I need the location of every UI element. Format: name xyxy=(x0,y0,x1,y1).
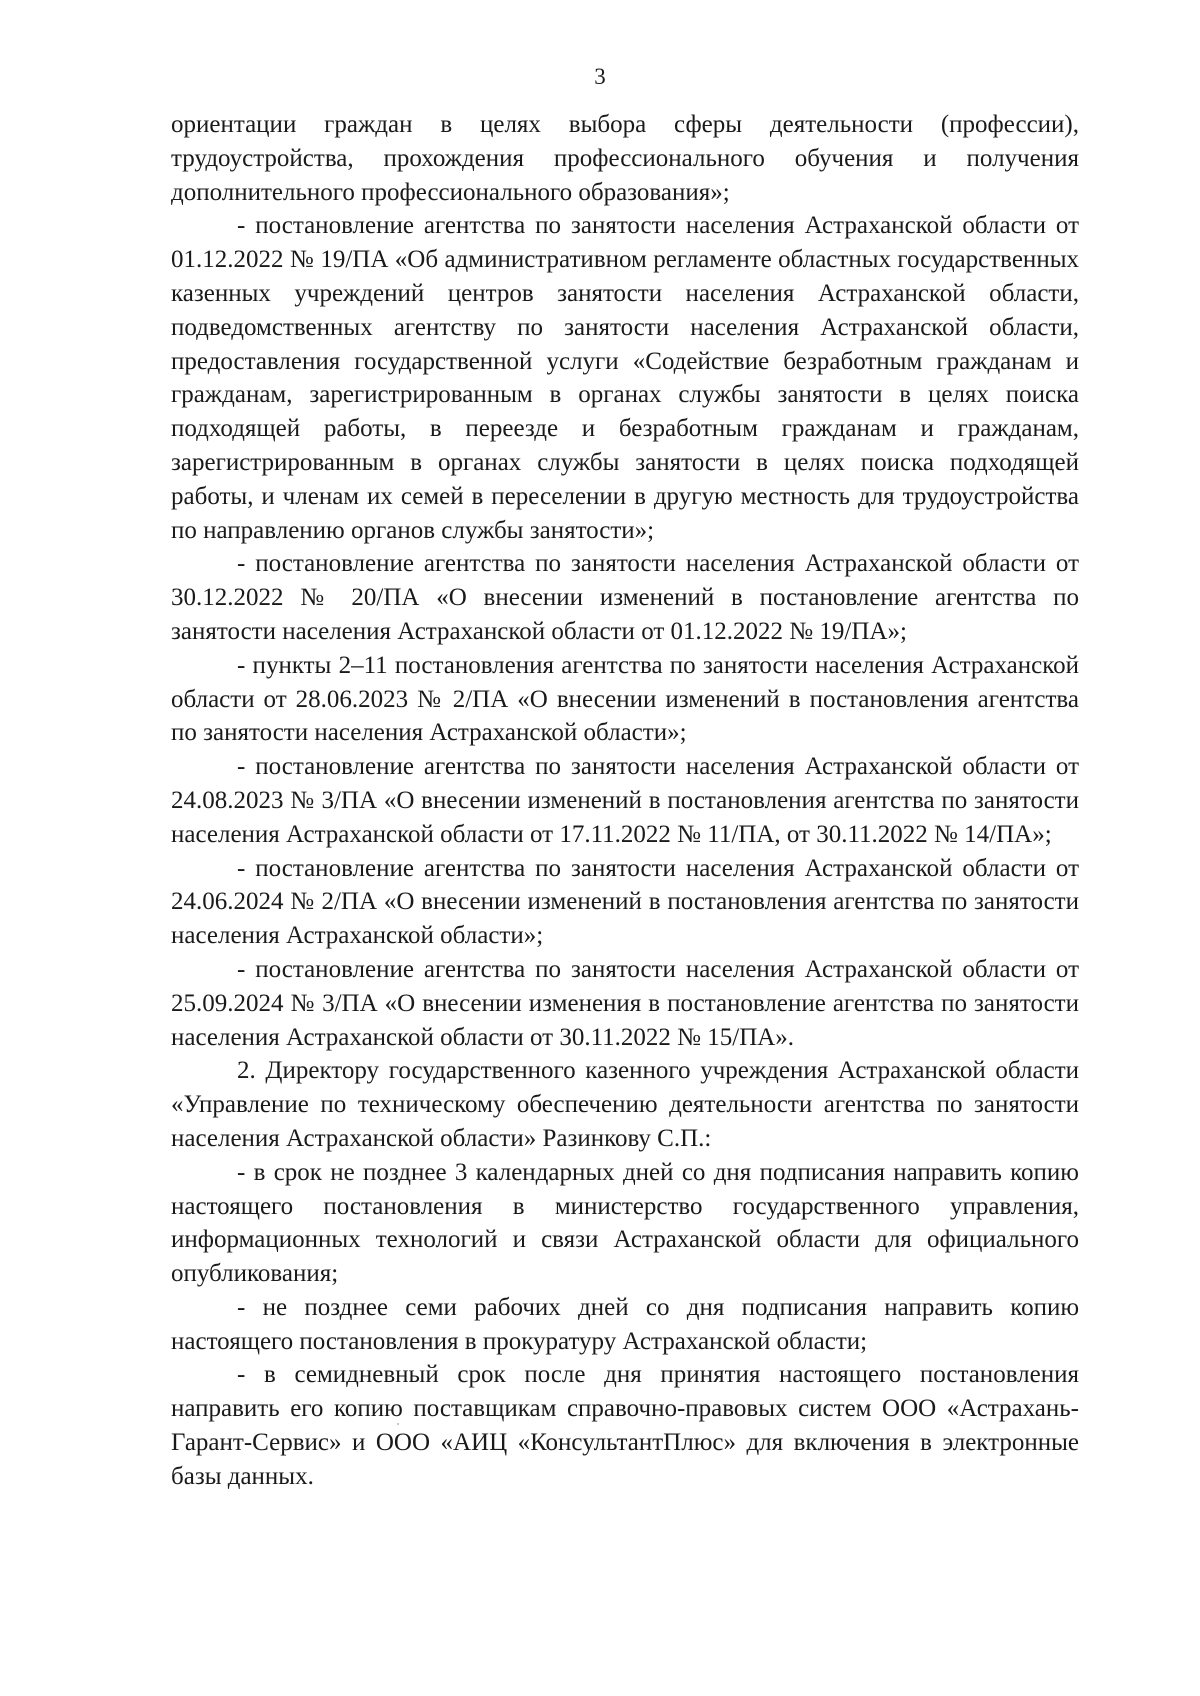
paragraph-item: - в семидневный срок после дня принятия настоящего постановления направить его копию поставщикам справочно-правовых систем ООО «Астрахань-Гарант-Сервис» и ООО «АИЦ «КонсультантПлюс» для включения в электронные базы данных. xyxy=(171,1361,1079,1490)
scan-speck xyxy=(397,1423,399,1425)
paragraph-item: - постановление агентства по занятости населения Астраханской области от 01.12.2022 № 19/ПА «Об административном регламенте областных государственных казенных учреждений центров занятости населения Астраханской области, подведомственных агентству по занятости населения Астраханской области, предоставления государственной услуги «Содействие безработным гражданам и гражданам, зарегистрированным в органах службы занятости в целях поиска подходящей работы, в переезде и безработным гражданам и гражданам, зарегистрированным в органах службы занятости в целях поиска подходящей работы, и членам их семей в переселении в другую местность для трудоустройства по направлению органов службы занятости»; xyxy=(171,212,1079,544)
document-body xyxy=(171,108,1079,1494)
page-number: 3 xyxy=(594,64,606,89)
paragraph-item: - постановление агентства по занятости населения Астраханской области от 24.08.2023 № 3/ПА «О внесении изменений в постановления агентства по занятости населения Астраханской области от 17.11.2022 № 11/ПА, от 30.11.2022 № 14/ПА»; xyxy=(171,753,1079,848)
paragraph-continuation: ориентации граждан в целях выбора сферы деятельности (профессии), трудоустройства, прохождения профессионального обучения и получения дополнительного профессионального образования»; xyxy=(171,111,1079,206)
paragraph-item: - постановление агентства по занятости населения Астраханской области от 24.06.2024 № 2/ПА «О внесении изменений в постановления агентства по занятости населения Астраханской области»; xyxy=(171,854,1079,950)
paragraph-section-2: 2. Директору государственного казенного учреждения Астраханской области «Управление по техническому обеспечению деятельности агентства по занятости населения Астраханской области» Разинкову С.П.: xyxy=(171,1057,1079,1152)
paragraph-item: - пункты 2–11 постановления агентства по занятости населения Астраханской области от 28.06.2023 № 2/ПА «О внесении изменений в постановления агентства по занятости населения Астраханской области»; xyxy=(171,651,1079,747)
paragraph-item: - не позднее семи рабочих дней со дня подписания направить копию настоящего постановления в прокуратуру Астраханской области; xyxy=(171,1293,1079,1355)
paragraph-item: - постановление агентства по занятости населения Астраханской области от 25.09.2024 № 3/ПА «О внесении изменения в постановление агентства по занятости населения Астраханской области от 30.11.2022 № 15/ПА». xyxy=(171,955,1079,1051)
paragraph-item: - в срок не позднее 3 календарных дней со дня подписания направить копию настоящего постановления в министерство государственного управления, информационных технологий и связи Астраханской области для официального опубликования; xyxy=(171,1158,1079,1288)
paragraph-item: - постановление агентства по занятости населения Астраханской области от 30.12.2022 № 20/ПА «О внесении изменений в постановление агентства по занятости населения Астраханской области от 01.12.2022 № 19/ПА»; xyxy=(171,550,1079,645)
